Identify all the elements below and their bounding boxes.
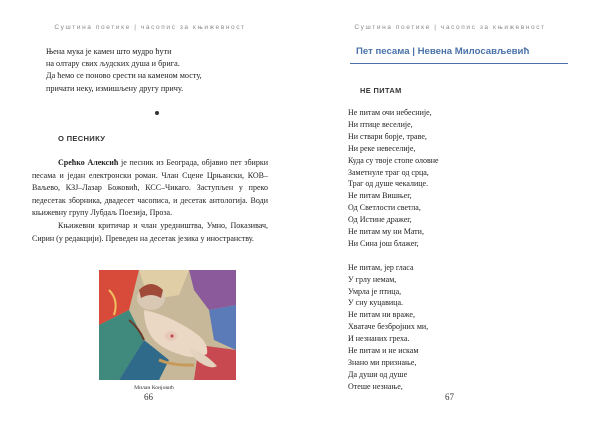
article-title: Пет песама | Невена Милосављевић bbox=[356, 46, 530, 57]
poem-line: причати неку, измишљену другу причу. bbox=[46, 83, 184, 93]
poem-line: Ни Сина још блажег, bbox=[348, 238, 419, 248]
bio-paragraph bbox=[32, 157, 268, 220]
poem-line: Заметнуле траг од срца, bbox=[348, 167, 429, 177]
poem-line: Хватаче безбројних ми, bbox=[348, 322, 429, 332]
bio-paragraph: Књижевни критичар и члан уредништва, Умно, Показивач, Сирин (у редакцији). Преведен на десетак језика у иностранству. bbox=[32, 220, 268, 243]
poem-line: Од Светлости светла, bbox=[348, 203, 421, 213]
poem-line: Отеше незнање, bbox=[348, 381, 403, 391]
author-name: Срећко Алексић bbox=[58, 158, 119, 167]
poem-line: Од Истине дражег, bbox=[348, 215, 412, 225]
poem-line: Не питам, јер гласа bbox=[348, 262, 414, 272]
poem-line: Не питам му ни Мати, bbox=[348, 227, 424, 237]
poem-line: Њена мука је камен што мудро ћути bbox=[46, 47, 172, 56]
right-page bbox=[300, 0, 600, 425]
poem-line: Да ћемо се поново срести на каменом мосту, bbox=[46, 71, 202, 81]
poem-title: НЕ ПИТАМ bbox=[360, 86, 402, 95]
poem-line: Ни птице веселије, bbox=[348, 119, 413, 129]
poem-line: Не питам ни враже, bbox=[348, 310, 415, 320]
painting-image bbox=[99, 270, 236, 380]
running-head: Суштина поетике | часопис за књижевност bbox=[354, 24, 546, 31]
poem-line: У сну куцавица. bbox=[348, 298, 403, 308]
poem-ending bbox=[46, 46, 202, 95]
poem-line: Ни реке невеселије, bbox=[348, 143, 416, 153]
page-number: 67 bbox=[445, 392, 454, 402]
stanza-break bbox=[348, 250, 439, 262]
about-poet-heading: О ПЕСНИКУ bbox=[58, 134, 106, 143]
title-divider bbox=[350, 63, 568, 64]
poem-line: Не питам и не искам bbox=[348, 346, 419, 356]
running-head: Суштина поетике | часопис за књижевност bbox=[54, 24, 246, 31]
poem-line: на олтару свих људских душа и брига. bbox=[46, 59, 180, 69]
painting-caption: Милан Конјовић bbox=[134, 385, 174, 391]
poet-biography bbox=[32, 157, 268, 245]
poem-line: У грлу немам, bbox=[348, 274, 397, 284]
page-number: 66 bbox=[144, 392, 153, 402]
poem-body bbox=[348, 107, 439, 393]
poem-line: Ни ствари борје, траве, bbox=[348, 131, 427, 141]
poem-line: Умрла је птица, bbox=[348, 286, 402, 296]
poem-line: Куда су твоје стопе оловне bbox=[348, 155, 439, 165]
poem-line: Траг од душе чекалице. bbox=[348, 179, 429, 189]
bio-text: је песник из Београда, објавио пет збирки песама и један електронски роман. Члан Сцене Црњански, КОВ–Ваљево, КЗЈ–Лазар Божовић, КСС–Чикаго. Заступљен у преко педесетак зборника, двадесет часописа, и десетак антологија. Води књижевну групу Лубдаљ Поезија, Проза. bbox=[32, 158, 268, 218]
poem-line: Да души од душе bbox=[348, 369, 408, 379]
poem-line: Не питам Вишњег, bbox=[348, 191, 412, 201]
section-separator-dot bbox=[155, 111, 159, 115]
poem-line: Знано ми признање, bbox=[348, 358, 417, 368]
poem-line: И незнаних греха. bbox=[348, 334, 410, 344]
poem-line: Не питам очи небесније, bbox=[348, 108, 432, 117]
